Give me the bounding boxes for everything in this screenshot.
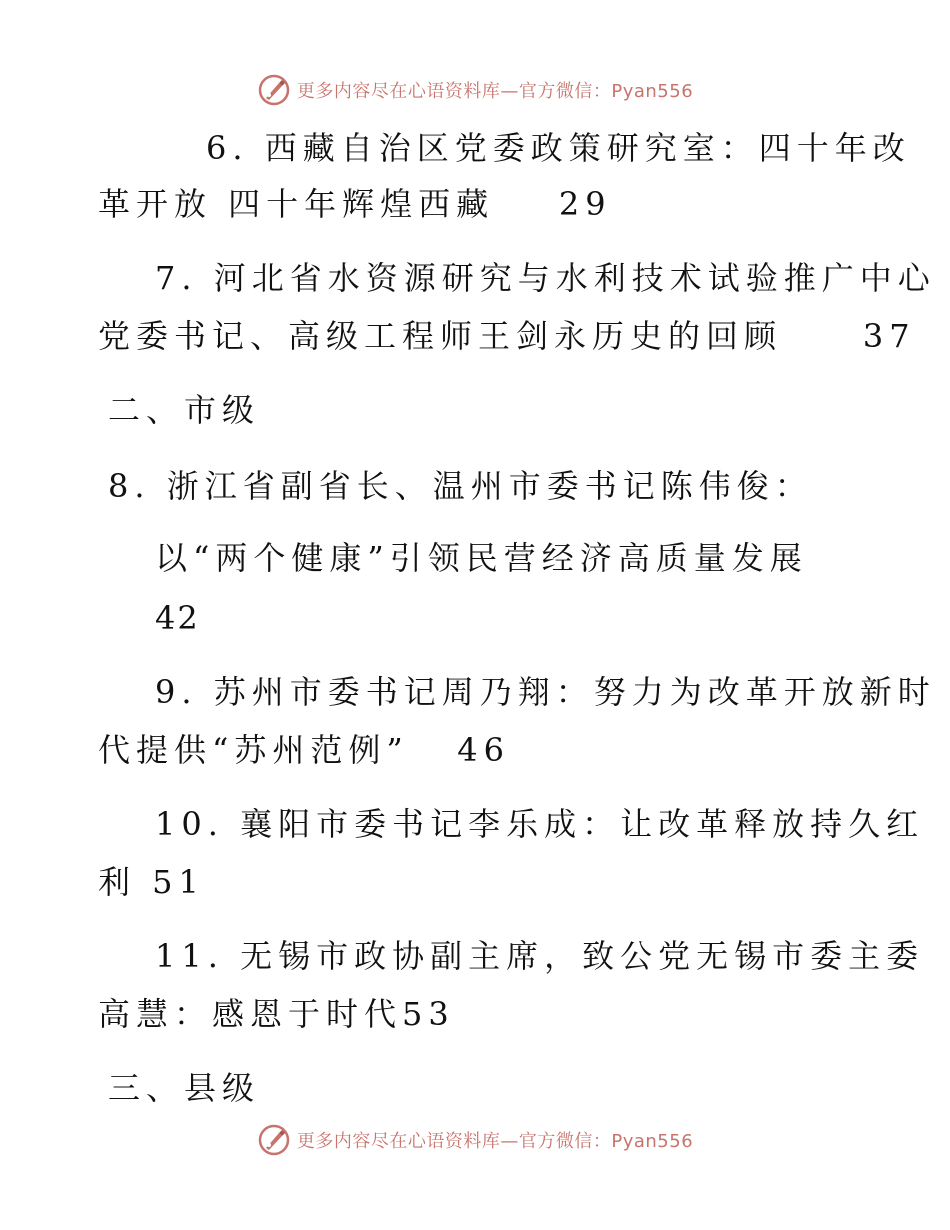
header-wechat-id: Pyan556 xyxy=(611,81,694,102)
toc-line-4: 党委书记、高级工程师王剑永历史的回顾 37 xyxy=(98,317,916,355)
section-heading-city: 二、市级 xyxy=(108,391,261,429)
toc-line-9: 10. 襄阳市委书记李乐成：让改革释放持久红 xyxy=(155,805,925,843)
header-banner-text: 更多内容尽在心语资料库—官方微信：Pyan556 xyxy=(296,81,694,102)
section-heading-county: 三、县级 xyxy=(108,1069,261,1107)
toc-line-10: 利 51 xyxy=(98,863,205,901)
header-watermark-banner xyxy=(0,68,950,112)
toc-line-5: 8. 浙江省副省长、温州市委书记陈伟俊： xyxy=(108,467,813,505)
pen-logo-icon xyxy=(257,73,291,107)
footer-banner-text: 更多内容尽在心语资料库—官方微信：Pyan556 xyxy=(296,1131,694,1152)
pen-logo-icon xyxy=(257,1123,291,1157)
toc-line-11: 11. 无锡市政协副主席，致公党无锡市委主委 xyxy=(155,937,925,975)
toc-line-8: 代提供“苏州范例” 46 xyxy=(98,731,510,769)
footer-watermark-banner xyxy=(0,1118,950,1162)
toc-page-number-42: 42 xyxy=(155,599,200,637)
toc-line-6: 以“两个健康”引领民营经济高质量发展 xyxy=(155,539,808,577)
toc-line-2: 革开放 四十年辉煌西藏 29 xyxy=(98,185,612,223)
toc-line-3: 7. 河北省水资源研究与水利技术试验推广中心 xyxy=(155,259,936,297)
toc-line-1: 6. 西藏自治区党委政策研究室：四十年改 xyxy=(206,129,911,167)
footer-wechat-id: Pyan556 xyxy=(611,1131,694,1152)
toc-line-12: 高慧：感恩于时代53 xyxy=(98,995,455,1033)
toc-line-7: 9. 苏州市委书记周乃翔：努力为改革开放新时 xyxy=(155,673,936,711)
